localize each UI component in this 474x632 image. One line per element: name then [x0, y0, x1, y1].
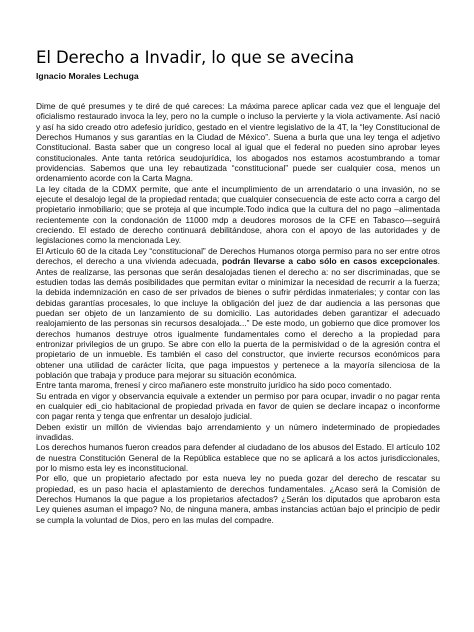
document-author: Ignacio Morales Lechuga [36, 71, 139, 81]
document-body [36, 101, 440, 525]
paragraph-text: Entre tanta maroma, frenesí y circo mañanero este monstruito jurídico ha sido poco comentado. [36, 380, 392, 391]
paragraph [36, 380, 440, 390]
paragraph-text: Dime de qué presumes y te diré de qué careces: La máxima parece aplicar cada vez que el lenguaje del oficialismo restaurado invoca la ley, pero no la cumple o incluso la pervierte y la viola activamente. Así nació y así ha sido creado otro adefesio jurídico, gestado en el vientre legislativo de la 4T, la “ley Constitucional de Derechos Humanos y sus garantías en la Ciudad de México”. Suena a burla que una ley tenga el adjetivo Constitucional. Basta saber que un congreso local al igual que el federal no pueden sino aprobar leyes constitucionales. Ante tanta retórica seudojurídica, los abogados nos estamos acostumbrando a tomar providencias. Sabemos que una ley rebautizada “constitucional” puede ser cualquier cosa, menos un ordenamiento acorde con la Carta Magna. [36, 101, 440, 184]
paragraph-text: . Antes de realizarse, las personas que serán desalojadas tienen el derecho a: no ser discriminadas, que se estudien todas las demás posibilidades que permitan evitar o minimizar la necesidad de recurrir a la fuerza; la debida indemnización en caso de ser privados de bienes o sufrir pérdidas inmateriales; y contar con las debidas garantías procesales, lo que incluye la obligación del juez de dar audiencia a las personas que puedan ser objeto de un lanzamiento de su domicilio. Las autoridades deben garantizar el adecuado realojamiento de las personas sin recursos desalojada...” De este modo, un gobierno que dice promover los derechos humanos destruye otros igualmente fundamentales como el derecho a la propiedad para entronizar privilegios de un grupo. Se abre con ello la puerta de la permisividad o de la agresión contra el propietario de un inmueble. Es también el caso del constructor, que invierte recursos económicos para obtener una utilidad de carácter lícita, que paga impuestos y pertenece a la mayoría silenciosa de la población que trabaja y produce para mejorar su situación económica. [36, 256, 440, 380]
paragraph-text: La ley citada de la CDMX permite, que ante el incumplimiento de un arrendatario o una invasión, no se ejecute el desalojo legal de la propiedad rentada; que cualquier consecuencia de este acto corra a cargo del propietario inmobiliario; que se proteja al que incumple.Todo indica que la cultura del no pago –alimentada recientemente con la condonación de 11000 mdp a deudores morosos de la CFE en Tabasco—seguirá creciendo. El estado de derecho continuará debilitándose, ahora con el apoyo de las autoridades y de legislaciones como la mencionada Ley. [36, 183, 440, 246]
paragraph [36, 442, 440, 473]
paragraph [36, 246, 440, 380]
paragraph-text: Su entrada en vigor y observancia equivale a extender un permiso por para ocupar, invadir o no pagar renta en cualquier edi_cio habitacional de propiedad privada en favor de quien se declare incapaz o inconforme con pagar renta y tenga que enfrentar un desalojo judicial. [36, 390, 440, 422]
paragraph [36, 101, 440, 184]
paragraph [36, 473, 440, 525]
paragraph-bold-text: podrán llevarse a cabo sólo en casos excepcionales [221, 256, 438, 267]
paragraph-text: Por ello, que un propietario afectado por esta nueva ley no pueda gozar del derecho de rescatar su propiedad, es un paso hacia el aplastamiento de derechos fundamentales. ¿Acaso será la Comisión de Derechos Humanos la que pague a los propietarios afectados? ¿Serán los diputados que aprobaron esta Ley quienes asuman el impago? No, de ninguna manera, ambas instancias actúan bajo el principio de pedir se cumpla la voluntad de Dios, pero en las mulas del compadre. [36, 473, 440, 525]
paragraph-text: Los derechos humanos fueron creados para defender al ciudadano de los abusos del Estado. El artículo 102 de nuestra Constitución General de la República establece que no se aplicará a los actos jurisdiccionales, por lo mismo esta ley es inconstitucional. [36, 442, 440, 474]
paragraph-text: El Artículo 60 de la citada Ley “constitucional” de Derechos Humanos otorga permiso para no ser entre otros derechos, el derecho a una vivienda adecuada, [36, 245, 440, 267]
document-title: El Derecho a Invadir, lo que se avecina [36, 48, 355, 67]
paragraph [36, 184, 440, 246]
paragraph-text: Deben existir un millón de viviendas bajo arrendamiento y un número indeterminado de propiedades invadidas. [36, 421, 440, 442]
paragraph [36, 391, 440, 422]
paragraph [36, 422, 440, 443]
